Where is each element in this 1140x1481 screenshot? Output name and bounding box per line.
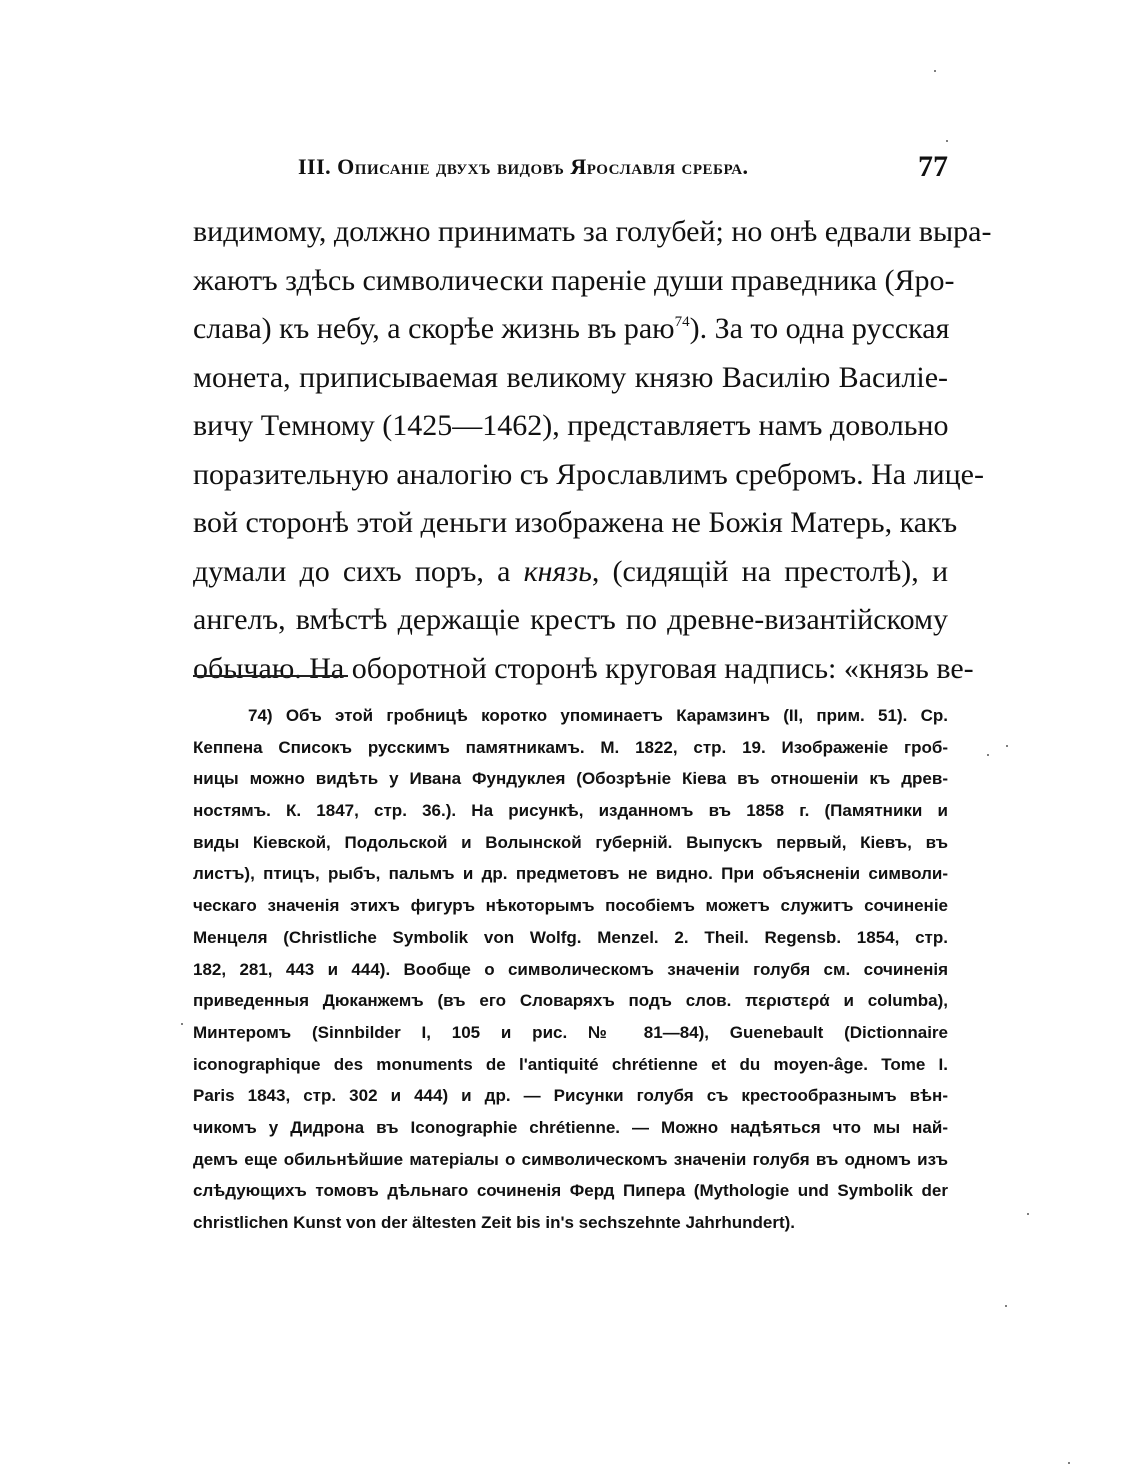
footnote-reference: 74 <box>674 314 690 330</box>
footnote-line: ческаго значенія этихъ фигуръ нѣкоторымъ пособіемъ можетъ служитъ сочиненіе <box>193 896 948 916</box>
footnote-line: 74) Объ этой гробницѣ коротко упоминаетъ Карамзинъ (II, прим. 51). Ср. <box>248 706 948 725</box>
scan-speck <box>934 70 936 72</box>
emphasized-word: князь <box>523 554 592 588</box>
footnote-line: слѣдующихъ томовъ дѣльнаго сочиненія Ферд Пипера (Mythologie und Symbolik der <box>193 1181 948 1201</box>
footnote-line: 182, 281, 443 и 444). Вообще о символическомъ значеніи голубя см. сочиненія <box>193 959 948 979</box>
footnote-separator <box>193 675 348 677</box>
running-head: III. Описаніе двухъ видовъ Ярославля сребра. <box>298 154 749 179</box>
page-number: 77 <box>918 150 948 183</box>
text-line: ангелъ, вмѣстѣ держащіе крестъ по древне-византійскому <box>193 603 948 636</box>
text-line: видимому, должно принимать за голубей; но онѣ едвали выра- <box>193 215 992 248</box>
footnote-line: приведенныя Дюканжемъ (въ его Словаряхъ подъ слов. περιστερά и columba), <box>193 991 948 1011</box>
text-line <box>193 305 948 354</box>
footnote-line: демъ еще обильнѣйшие матеріалы о символическомъ значеніи голубя въ одномъ изъ <box>193 1149 948 1169</box>
footnote-line: christlichen Kunst von der ältesten Zeit bis in's sechszehnte Jahrhundert). <box>193 1213 796 1232</box>
text-line-start: думали до сихъ поръ, а <box>193 554 511 588</box>
text-line: поразительную аналогію съ Ярославлимъ сребромъ. На лице- <box>193 457 984 491</box>
text-line: монета, приписываемая великому князю Василію Василіе- <box>193 360 948 394</box>
footnote-line: Paris 1843, стр. 302 и 444) и др. — Рисунки голубя съ крестообразнымъ вѣн- <box>193 1086 948 1106</box>
footnote-line: ностямъ. К. 1847, стр. 36.). На рисункѣ, изданномъ въ 1858 г. (Памятники и <box>193 801 948 821</box>
footnote-line: листъ), птицъ, рыбъ, пальмъ и др. предметовъ не видно. При объясненіи символи- <box>193 864 948 884</box>
text-line-end: ). За то одна русская <box>689 312 950 345</box>
footnote-line: iconographique des monuments de l'antiquité chrétienne et du moyen-âge. Tome I. <box>193 1054 948 1074</box>
scan-speck <box>987 754 989 756</box>
scan-speck <box>1006 745 1008 747</box>
scan-speck <box>1005 1305 1007 1307</box>
text-line <box>193 548 948 597</box>
text-line: обычаю. На оборотной сторонѣ круговая надпись: «князь ве- <box>193 651 974 685</box>
text-line: вичу Темному (1425—1462), представляетъ намъ довольно <box>193 409 949 442</box>
page-header <box>298 150 948 190</box>
footnote-line: Кеппена Списокъ русскимъ памятникамъ. М. 1822, стр. 19. Изображеніе гроб- <box>193 737 948 757</box>
text-line: вой сторонѣ этой деньги изображена не Божія Матерь, какъ <box>193 506 958 539</box>
footnotes <box>193 700 948 1239</box>
scan-speck <box>1027 1213 1029 1215</box>
scan-speck <box>946 140 948 142</box>
footnote-line: ницы можно видѣть у Ивана Фундуклея (Обозрѣніе Кіева въ отношеніи къ древ- <box>193 769 948 789</box>
scan-speck <box>181 1023 183 1025</box>
footnote-line: Менцеля (Christliche Symbolik von Wolfg. Menzel. 2. Theil. Regensb. 1854, стр. <box>193 927 948 947</box>
footnote-line: виды Кіевской, Подольской и Волынской губерній. Выпускъ первый, Кіевъ, въ <box>193 832 948 852</box>
main-text <box>193 208 992 693</box>
scan-speck <box>1068 1462 1070 1464</box>
text-line-end: , (сидящій на престолѣ), и <box>591 554 948 588</box>
text-line: жаютъ здѣсь символически пареніе души праведника (Яро- <box>193 263 955 297</box>
footnote-line: Минтеромъ (Sinnbilder I, 105 и рис. № 81—84), Guenebault (Dictionnaire <box>193 1022 948 1042</box>
footnote-line: чикомъ у Дидрона въ Iconographie chrétienne. — Можно надѣяться что мы най- <box>193 1117 948 1137</box>
text-line-start: слава) къ небу, а скорѣе жизнь въ раю <box>193 312 675 345</box>
